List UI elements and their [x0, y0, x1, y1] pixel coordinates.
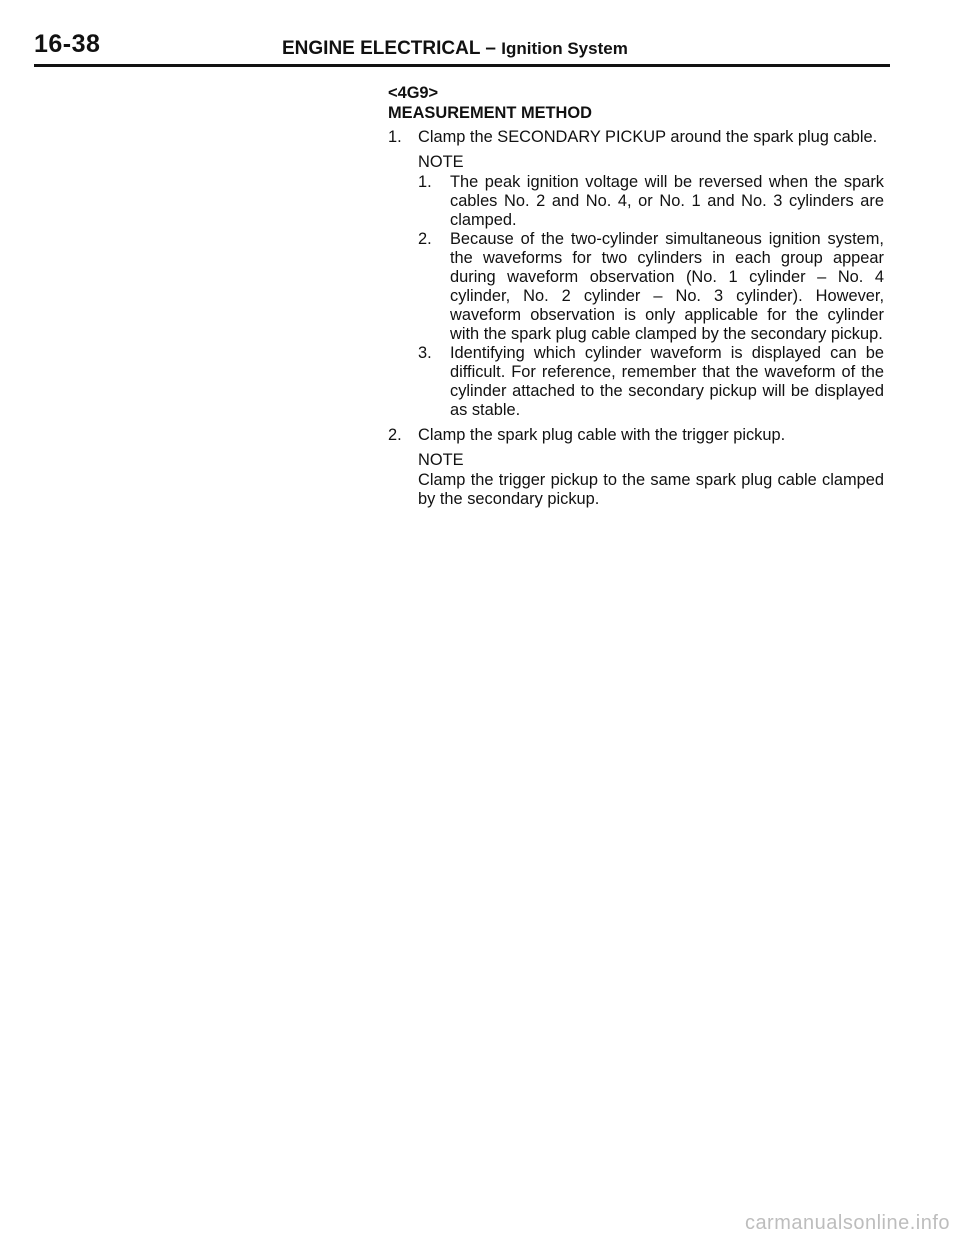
note-label: NOTE — [418, 153, 464, 171]
note-number: 1. — [418, 173, 432, 191]
step-item — [388, 426, 884, 445]
header-section: ENGINE ELECTRICAL — [282, 38, 481, 59]
step-number: 1. — [388, 128, 402, 146]
step-text: Clamp the SECONDARY PICKUP around the spark plug cable. — [418, 128, 878, 146]
note-item — [418, 344, 884, 420]
note-text: Clamp the trigger pickup to the same spark plug cable clamped by the secondary pickup. — [418, 471, 884, 508]
note-number: 2. — [418, 230, 432, 248]
note-number: 3. — [418, 344, 432, 362]
section-title: MEASUREMENT METHOD — [388, 104, 592, 122]
page-header — [34, 22, 890, 66]
step-item — [388, 128, 884, 147]
engine-model-label: <4G9> — [388, 84, 439, 102]
note-text: The peak ignition voltage will be reversed when the spark cables No. 2 and No. 4, or No. 1 and No. 3 cylinders are clamped. — [450, 173, 884, 229]
note-item — [418, 173, 884, 230]
watermark: carmanualsonline.info — [744, 1212, 950, 1234]
page-number: 16-38 — [34, 30, 101, 58]
note-text: Identifying which cylinder waveform is displayed can be difficult. For reference, remember that the waveform of the cylinder attached to the secondary pickup will be displayed as stable. — [450, 344, 884, 419]
header-subsection: Ignition System — [501, 39, 628, 58]
step-number: 2. — [388, 426, 402, 444]
header-separator: – — [485, 38, 496, 59]
note-text: Because of the two-cylinder simultaneous ignition system, the waveforms for two cylinders in each group appear during waveform observation (No. 1 cylinder – No. 4 cylinder, No. 2 cylinder – No. 3 cylinder). However, waveform observation is only applicable for the cylinder with the spark plug cable clamped by the secondary pickup. — [450, 230, 884, 343]
main-content — [388, 84, 884, 515]
header-rule — [34, 64, 890, 67]
note-block — [418, 153, 884, 420]
note-block — [418, 451, 884, 509]
note-item — [418, 230, 884, 344]
step-text: Clamp the spark plug cable with the trigger pickup. — [418, 426, 786, 444]
note-label: NOTE — [418, 451, 464, 469]
header-title — [282, 38, 628, 60]
